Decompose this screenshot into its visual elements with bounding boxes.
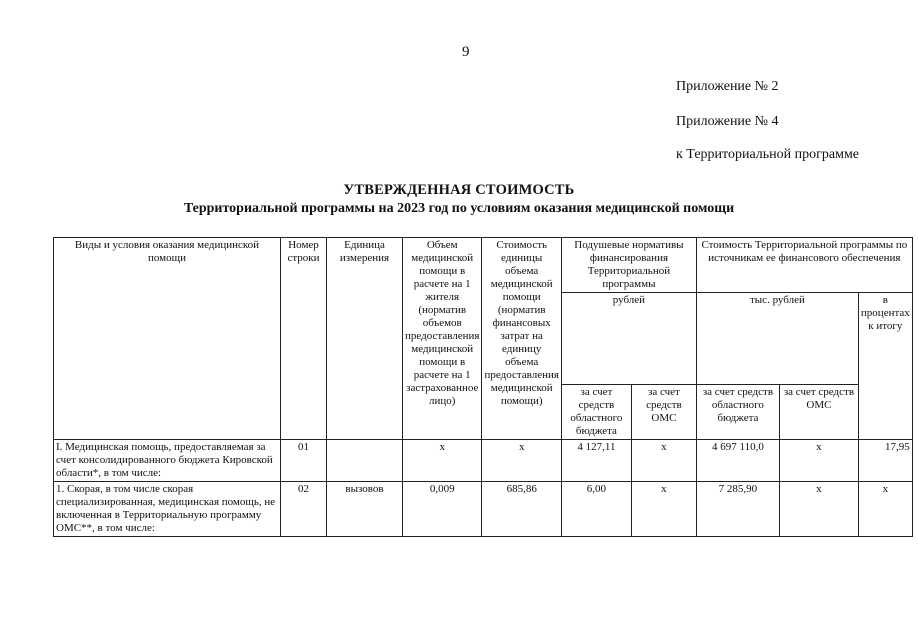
row-cost-unit: 685,86 xyxy=(482,482,561,537)
row-cp-oms: х xyxy=(779,482,858,537)
table-row xyxy=(54,440,913,482)
row-pc-regional: 6,00 xyxy=(561,482,631,537)
document-title: УТВЕРЖДЕННАЯ СТОИМОСТЬ xyxy=(343,182,575,198)
row-name: 1. Скорая, в том числе скорая специализированная, медицинская помощь, не включенная в Территориальную программу ОМС**, в том числе: xyxy=(54,482,281,537)
appendix-line-2: Приложение № 4 xyxy=(676,114,779,129)
header-cost-unit-thousand: тыс. рублей xyxy=(696,293,858,385)
page-number: 9 xyxy=(462,44,470,60)
header-cost-unit: Стоимость единицы объема медицинской помощи (норматив финансовых затрат на единицу объема предоставления медицинской помощи) xyxy=(482,238,561,440)
row-cost-unit: х xyxy=(482,440,561,482)
table-row xyxy=(54,482,913,537)
header-cp-percent: в процентах к итогу xyxy=(858,293,912,440)
header-unit: Единица измерения xyxy=(327,238,403,440)
row-name: I. Медицинская помощь, предоставляемая за счет консолидированного бюджета Кировской области*, в том числе: xyxy=(54,440,281,482)
row-number: 01 xyxy=(281,440,327,482)
appendix-line-1: Приложение № 2 xyxy=(676,79,779,94)
header-pc-regional: за счет средств областного бюджета xyxy=(561,385,631,440)
header-cp-regional: за счет средств областного бюджета xyxy=(696,385,779,440)
row-cp-regional: 4 697 110,0 xyxy=(696,440,779,482)
header-volume: Объем медицинской помощи в расчете на 1 жителя (норматив объемов предоставления медицинской помощи в расчете на 1 застрахованное лицо) xyxy=(403,238,482,440)
row-volume: 0,009 xyxy=(403,482,482,537)
row-pc-oms: х xyxy=(631,440,696,482)
row-cp-regional: 7 285,90 xyxy=(696,482,779,537)
header-cp-oms: за счет средств ОМС xyxy=(779,385,858,440)
row-cp-oms: х xyxy=(779,440,858,482)
header-cost-program: Стоимость Территориальной программы по источникам ее финансового обеспечения xyxy=(696,238,912,293)
row-cp-percent: 17,95 xyxy=(858,440,912,482)
appendix-line-3: к Территориальной программе xyxy=(676,147,860,162)
header-types: Виды и условия оказания медицинской помощи xyxy=(54,238,281,440)
row-pc-oms: х xyxy=(631,482,696,537)
header-row-number: Номер строки xyxy=(281,238,327,440)
row-unit xyxy=(327,440,403,482)
header-per-capita: Подушевые нормативы финансирования Территориальной программы xyxy=(561,238,696,293)
cost-table xyxy=(53,237,913,537)
row-unit: вызовов xyxy=(327,482,403,537)
header-row-1 xyxy=(54,238,913,293)
document-subtitle: Территориальной программы на 2023 год по условиям оказания медицинской помощи xyxy=(183,201,735,216)
header-per-capita-unit: рублей xyxy=(561,293,696,385)
row-pc-regional: 4 127,11 xyxy=(561,440,631,482)
row-volume: х xyxy=(403,440,482,482)
row-cp-percent: х xyxy=(858,482,912,537)
header-pc-oms: за счет средств ОМС xyxy=(631,385,696,440)
row-number: 02 xyxy=(281,482,327,537)
